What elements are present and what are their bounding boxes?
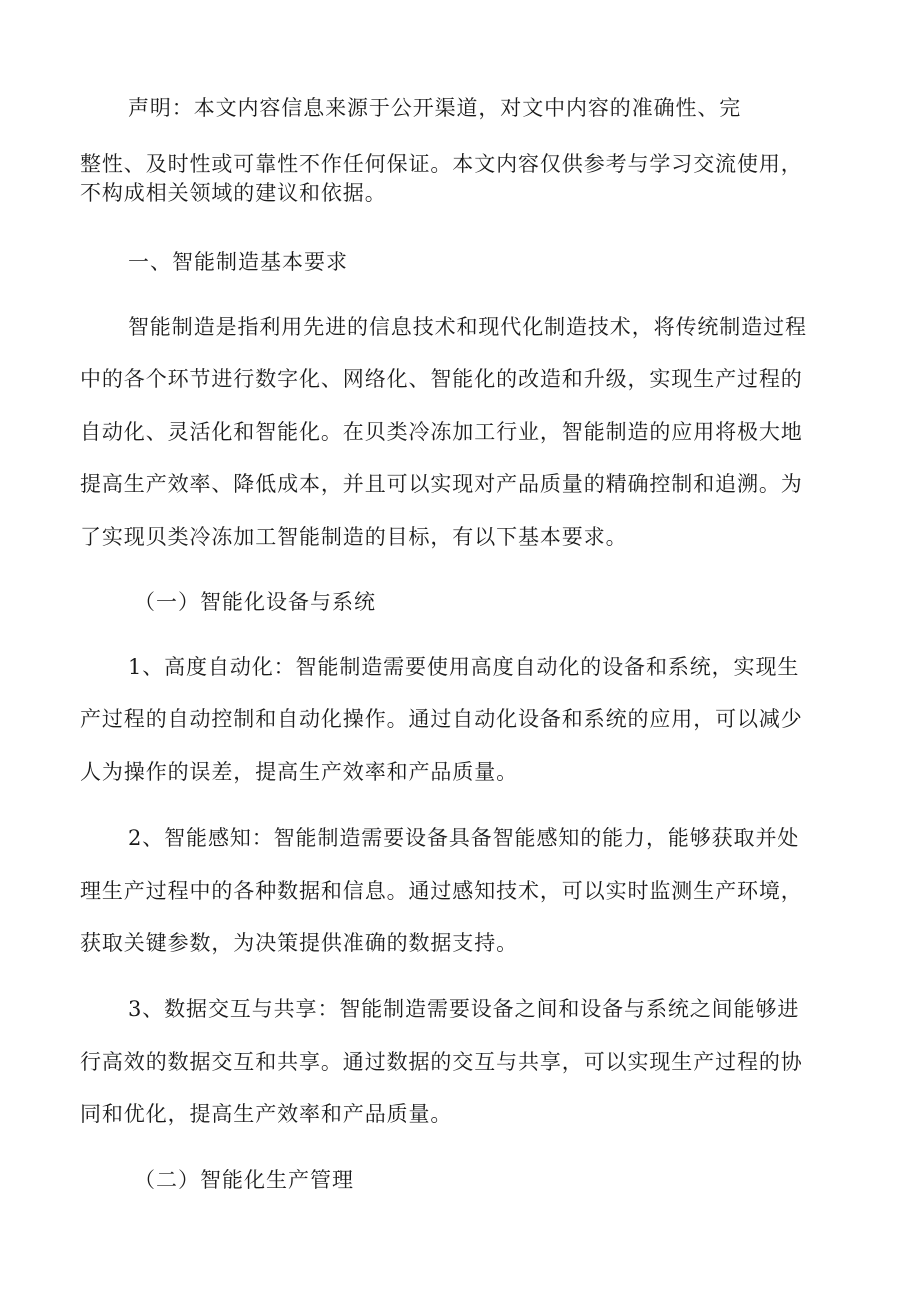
disclaimer-line: 整性、及时性或可靠性不作任何保证。本文内容仅供参考与学习交流使用， [80, 152, 803, 176]
subsection-heading: （二）智能化生产管理 [134, 1168, 354, 1192]
paragraph-line: 获取关键参数，为决策提供准确的数据支持。 [80, 931, 518, 955]
paragraph-line: 提高生产效率、降低成本，并且可以实现对产品质量的精确控制和追溯。为 [80, 472, 803, 496]
paragraph-line: 智能制造是指利用先进的信息技术和现代化制造技术，将传统制造过程 [128, 315, 807, 339]
paragraph-line: 行高效的数据交互和共享。通过数据的交互与共享，可以实现生产过程的协 [80, 1050, 803, 1074]
paragraph-line: 了实现贝类冷冻加工智能制造的目标，有以下基本要求。 [80, 525, 628, 549]
paragraph-line: 自动化、灵活化和智能化。在贝类冷冻加工行业，智能制造的应用将极大地 [80, 420, 803, 444]
paragraph-line: 理生产过程中的各种数据和信息。通过感知技术，可以实时监测生产环境， [80, 879, 803, 903]
disclaimer-line: 不构成相关领域的建议和依据。 [80, 181, 387, 205]
paragraph-line: 2、智能感知：智能制造需要设备具备智能感知的能力，能够获取并处 [128, 826, 800, 850]
paragraph-line: 3、数据交互与共享：智能制造需要设备之间和设备与系统之间能够进 [128, 997, 800, 1021]
paragraph-line: 1、高度自动化：智能制造需要使用高度自动化的设备和系统，实现生 [128, 655, 800, 679]
disclaimer-line: 声明：本文内容信息来源于公开渠道，对文中内容的准确性、完 [128, 96, 742, 120]
paragraph-line: 中的各个环节进行数字化、网络化、智能化的改造和升级，实现生产过程的 [80, 367, 803, 391]
subsection-heading: （一）智能化设备与系统 [134, 590, 376, 614]
paragraph-line: 人为操作的误差，提高生产效率和产品质量。 [80, 760, 518, 784]
paragraph-line: 同和优化，提高生产效率和产品质量。 [80, 1102, 453, 1126]
paragraph-line: 产过程的自动控制和自动化操作。通过自动化设备和系统的应用，可以减少 [80, 707, 803, 731]
section-heading: 一、智能制造基本要求 [128, 250, 348, 274]
